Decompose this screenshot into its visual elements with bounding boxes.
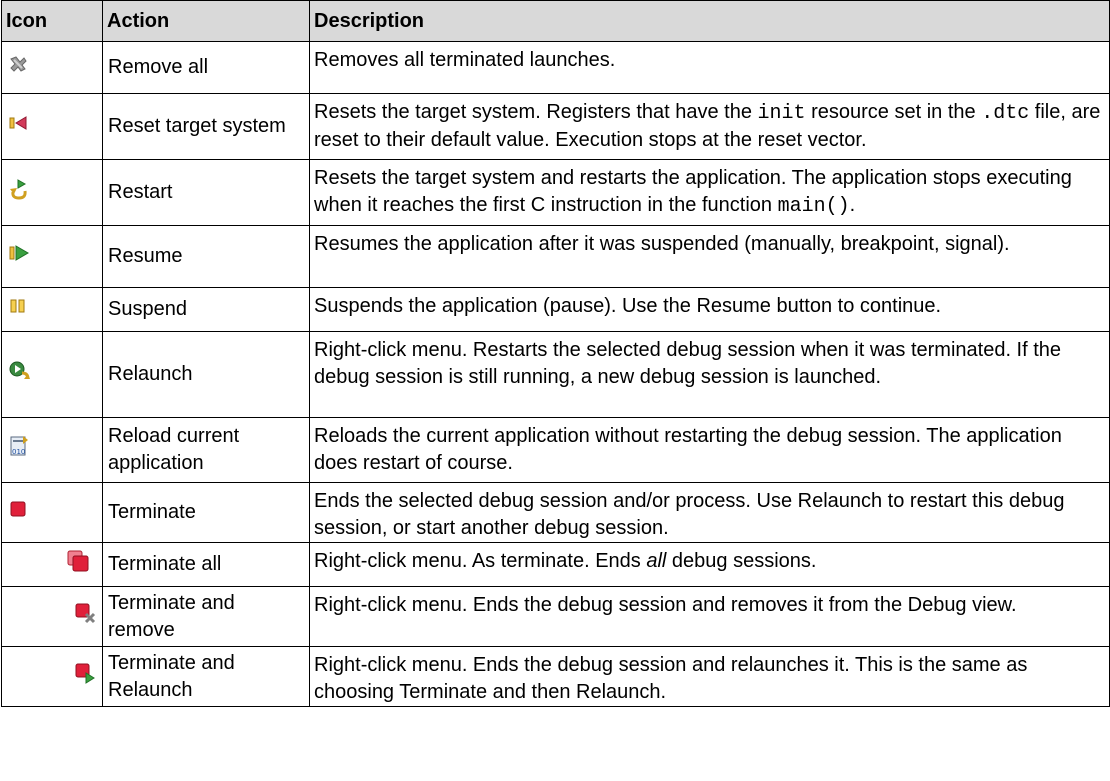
icon-cell <box>2 418 103 483</box>
table-row <box>2 226 1110 288</box>
description-segment: Removes all terminated launches. <box>314 49 616 71</box>
icon-cell <box>2 587 103 647</box>
action-label: Terminate and remove <box>103 587 310 647</box>
description-text <box>310 94 1110 160</box>
emphasis-text: all <box>646 550 667 572</box>
table-row <box>2 42 1110 94</box>
description-segment: Resets the target system and restarts the application. The application stops executing when it reaches the first C instruction in the function <box>314 167 1072 216</box>
action-label: Restart <box>103 160 310 226</box>
description-segment: resource set in the <box>805 101 982 123</box>
description-segment: Reloads the current application without restarting the debug session. The application does restart of course. <box>314 425 1062 474</box>
table-row <box>2 483 1110 543</box>
description-text <box>310 483 1110 543</box>
reset-target-icon <box>8 113 28 141</box>
icon-cell <box>2 94 103 160</box>
code-term: .dtc <box>981 102 1030 125</box>
table-row <box>2 94 1110 160</box>
reload-application-icon <box>8 434 30 466</box>
description-text <box>310 587 1110 647</box>
table-row <box>2 587 1110 647</box>
action-label: Remove all <box>103 42 310 94</box>
description-text <box>310 226 1110 288</box>
header-description: Description <box>310 1 1110 42</box>
resume-icon <box>8 243 30 271</box>
action-label: Terminate <box>103 483 310 543</box>
icon-cell <box>2 483 103 543</box>
description-segment: Resets the target system. Registers that have the <box>314 101 758 123</box>
table-row <box>2 288 1110 332</box>
table-row <box>2 647 1110 707</box>
action-label: Reset target system <box>103 94 310 160</box>
action-label: Relaunch <box>103 332 310 418</box>
description-segment: Resumes the application after it was suspended (manually, breakpoint, signal). <box>314 233 1010 255</box>
action-label: Resume <box>103 226 310 288</box>
description-text <box>310 543 1110 587</box>
action-label: Reload current application <box>103 418 310 483</box>
svg-text:010: 010 <box>12 448 26 456</box>
icon-cell <box>2 288 103 332</box>
table-row <box>2 418 1110 483</box>
table-row <box>2 543 1110 587</box>
description-text <box>310 160 1110 226</box>
description-segment: Right-click menu. Restarts the selected debug session when it was terminated. If the debug session is still running, a new debug session is launched. <box>314 339 1062 388</box>
description-segment: file, are reset to their default value. Execution stops at the reset vector. <box>314 101 1101 151</box>
description-segment: . <box>849 194 856 216</box>
icon-cell <box>2 543 103 587</box>
description-segment: Right-click menu. Ends the debug session and relaunches it. This is the same as choosing Terminate and then Relaunch. <box>314 654 1028 703</box>
icon-cell <box>2 160 103 226</box>
table-row <box>2 160 1110 226</box>
remove-all-icon <box>8 54 28 82</box>
description-segment: Ends the selected debug session and/or process. Use Relaunch to restart this debug session, or start another debug session. <box>314 490 1065 539</box>
debug-actions-table <box>1 0 1110 707</box>
action-label: Terminate all <box>103 543 310 587</box>
icon-cell <box>2 647 103 707</box>
action-label: Terminate and Relaunch <box>103 647 310 707</box>
description-segment: Right-click menu. As terminate. Ends <box>314 550 647 572</box>
relaunch-icon <box>8 359 32 391</box>
action-label: Suspend <box>103 288 310 332</box>
terminate-relaunch-icon <box>74 662 96 692</box>
icon-cell <box>2 42 103 94</box>
icon-cell <box>2 226 103 288</box>
description-text <box>310 288 1110 332</box>
header-icon: Icon <box>2 1 103 42</box>
description-segment: Suspends the application (pause). Use the Resume button to continue. <box>314 295 942 317</box>
description-text <box>310 332 1110 418</box>
code-term: init <box>757 102 806 125</box>
table-header-row <box>2 1 1110 42</box>
code-term: main() <box>777 195 850 218</box>
description-segment: Right-click menu. Ends the debug session and removes it from the Debug view. <box>314 594 1017 616</box>
description-text <box>310 42 1110 94</box>
description-text <box>310 647 1110 707</box>
header-action: Action <box>103 1 310 42</box>
icon-cell <box>2 332 103 418</box>
suspend-icon <box>8 296 28 324</box>
terminate-remove-icon <box>74 602 96 632</box>
restart-icon <box>8 178 30 208</box>
table-row <box>2 332 1110 418</box>
description-segment: debug sessions. <box>666 550 817 572</box>
terminate-all-icon <box>66 549 90 581</box>
terminate-icon <box>8 499 28 527</box>
description-text <box>310 418 1110 483</box>
